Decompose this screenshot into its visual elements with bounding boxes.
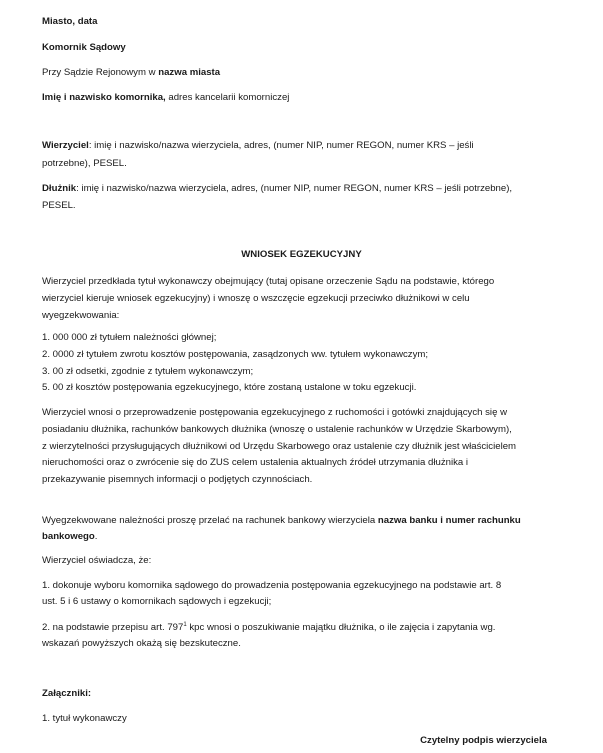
debtor-line-2: PESEL.	[42, 200, 76, 211]
declaration-2-line-1: 2. na podstawie przepisu art. $797^1$ kpc wnosi o poszukiwanie majątku dłużnika, o ile zajęcia i zapytania wg.	[42, 622, 496, 633]
intro-line-1: Wierzyciel przedkłada tytuł wykonawczy obejmujący (tutaj opisane orzeczenie Sądu na podstawie, którego	[42, 276, 495, 287]
signature-label: Czytelny podpis wierzyciela	[420, 735, 547, 746]
declaration-1-line-2: ust. 5 i 6 ustawy o komornikach sądowych i egzekucji;	[42, 596, 272, 607]
claim-item: 3. 00 zł odsetki, zgodnie z tytułem wykonawczym;	[42, 366, 254, 377]
request-line: nieruchomości oraz o zwrócenie się do ZUS celem ustalenia aktualnych źródeł utrzymania dłużnika i	[42, 457, 469, 468]
request-line: posiadaniu dłużnika, rachunków bankowych dłużnika (wnoszę o ustalenie rachunków w Urzędzie Skarbowym),	[42, 424, 512, 435]
creditor-line-1: Wierzyciel: imię i nazwisko/nazwa wierzyciela, adres, (numer NIP, numer REGON, numer KRS – jeśli	[42, 140, 474, 151]
document-title: WNIOSEK EGZEKUCYJNY	[241, 249, 362, 260]
creditor-line-2: potrzebne), PESEL.	[42, 158, 127, 169]
bailiff-title: Komornik Sądowy	[42, 42, 126, 53]
transfer-line-1: Wyegzekwowane należności proszę przelać na rachunek bankowy wierzyciela nazwa banku i numer rachunku	[42, 515, 521, 526]
attachments-label: Załączniki:	[42, 688, 92, 699]
request-line: z wierzytelności przysługujących dłużnikowi od Urzędu Skarbowego oraz ustalenie czy dłużnik jest właścicielem	[42, 441, 517, 452]
declaration-1-line-1: 1. dokonuje wyboru komornika sądowego do prowadzenia postępowania egzekucyjnego na podstawie art. 8	[42, 580, 502, 591]
declaration-intro: Wierzyciel oświadcza, że:	[42, 555, 152, 566]
claim-item: 1. 000 000 zł tytułem należności głównej;	[42, 332, 217, 343]
declaration-2-line-2: wskazań powyższych okażą się bezskuteczne.	[42, 638, 241, 649]
intro-line-2: wierzyciel kieruje wniosek egzekucyjny) i wnoszę o wszczęcie egzekucji przeciwko dłużnikowi w celu	[42, 293, 470, 304]
transfer-line-2: bankowego.	[42, 531, 98, 542]
debtor-line-1: Dłużnik: imię i nazwisko/nazwa wierzyciela, adres, (numer NIP, numer REGON, numer KRS – jeśli potrzebne),	[42, 183, 513, 194]
request-line: Wierzyciel wnosi o przeprowadzenie postępowania egzekucyjnego z ruchomości i gotówki znajdujących się w	[42, 407, 507, 418]
place-date: Miasto, data	[42, 16, 98, 27]
claim-item: 5. 00 zł kosztów postępowania egzekucyjnego, które zostaną ustalone w toku egzekucji.	[42, 382, 417, 393]
court-line: Przy Sądzie Rejonowym w nazwa miasta	[42, 67, 221, 78]
intro-line-3: wyegzekwowania:	[42, 310, 120, 321]
bailiff-name-line: Imię i nazwisko komornika, adres kancelarii komorniczej	[42, 92, 290, 103]
attachment-item: 1. tytuł wykonawczy	[42, 713, 127, 724]
request-line: przekazywanie pisemnych informacji o podjętych czynnościach.	[42, 474, 313, 485]
claim-item: 2. 0000 zł tytułem zwrotu kosztów postępowania, zasądzonych ww. tytułem wykonawczym;	[42, 349, 429, 360]
